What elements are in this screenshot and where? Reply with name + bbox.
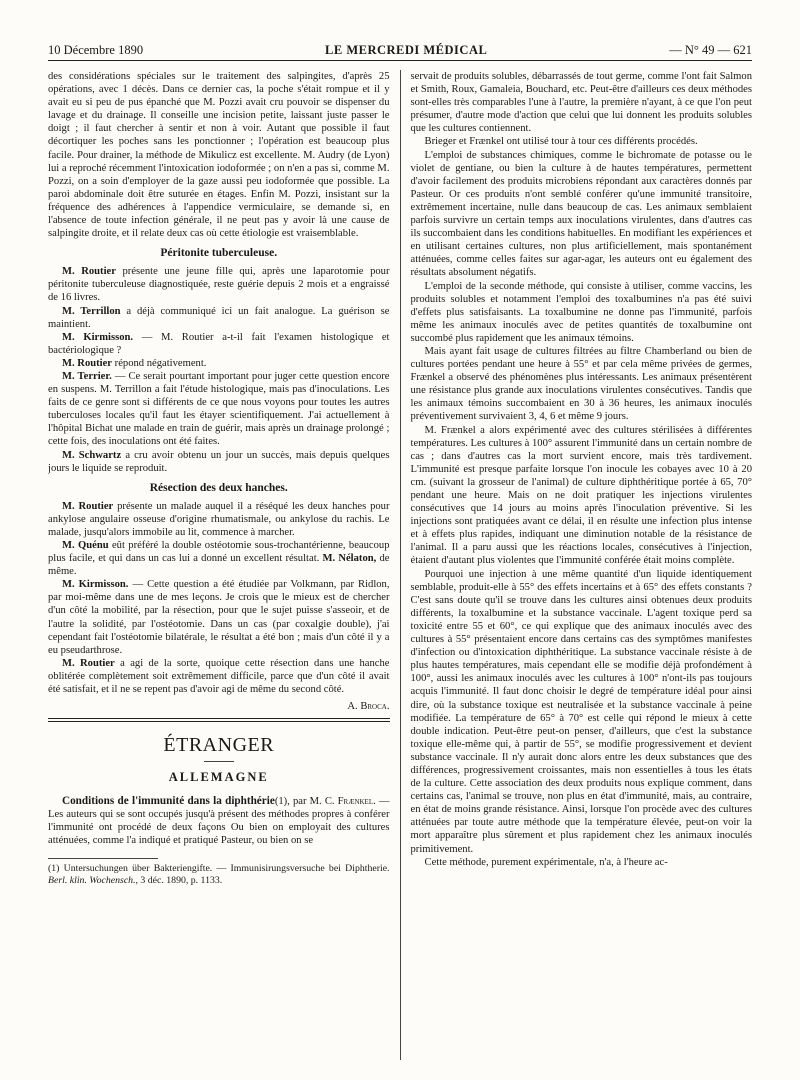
paragraph: M. Routier présente un malade auquel il a réséqué les deux hanches pour ankylose angulaire osseuse d'origine rhumatismale, ou ankylose du rachis. Le malade, jusqu'alors immobile au lit, commence à marcher. [48,500,390,538]
signature: A. Broca. [347,701,390,713]
speaker: M. Kirmisson. [62,331,134,343]
paragraph: M. Terrillon a déjà communiqué ici un fait analogue. La guérison se maintient. [48,305,390,330]
paragraph: des considérations spéciales sur le traitement des salpingites, d'après 25 opérations, avec 1 décès. Dans ce dernier cas, la poche s'était rompue et il y avait eu si peu de pus épanché que M. Pozzi avait cru pouvoir se dispenser du lavage et du drainage. Il conseille une incision petite, laissant juste passer le doigt ; il faut chercher à sentir et non à voir. Autant que possible il faut décortiquer les poches sans les ponctionner ; l'opération est beaucoup plus facile. Pour drainer, la méthode de Mikulicz est excellente. M. Audry (de Lyon) lui a reproché récemment l'intoxication iodoformée ; on n'en a pas si, comme M. Pozzi, on a soin d'employer de la gaze aussi peu iodoformée que possible. La paroi abdominale doit être suturée en étages. Enfin M. Pozzi, insistant sur la fréquence des adhérences à l'appendice vermiculaire, se demande si, en l'absence de toute infection générale, il ne peut pas y avoir là une cause de salpingite droite, et il relate deux cas où cette étiologie est vraisemblable. [48,71,390,240]
footnote-rule [48,858,158,859]
paragraph: L'emploi de la seconde méthode, qui consiste à utiliser, comme vaccins, les produits solubles et notamment l'emploi des toxalbumines n'a pas été suivi d'effets plus satisfaisants. La toxalbumine ne donne pas l'immunité, parfois même les animaux inoculés avec de petites quantités de toxalbumine ont succombé plus rapidement que les animaux témoins. [410,280,752,344]
text-columns [48,70,752,1060]
section-heading: Résection des deux hanches. [149,481,288,494]
speaker: M. Terrier. [62,370,112,382]
short-rule [204,761,234,762]
paragraph: M. Kirmisson. — M. Routier a-t-il fait l'examen histologique et bactériologique ? [48,331,390,356]
right-column [400,70,753,1060]
etranger-heading: ÉTRANGER [163,734,275,757]
paragraph: Cette méthode, purement expérimentale, n'a, à l'heure ac- [424,856,668,868]
speaker: M. Routier [62,266,116,278]
paragraph: M. Routier présente une jeune fille qui, après une laparotomie pour péritonite tuberculeuse diagnostiquée, reste guérie depuis 2 mois et a engraissé de 16 livres. [48,266,390,304]
page-number: — N° 49 — 621 [669,43,752,57]
left-column [48,70,400,1060]
page-header [48,38,752,61]
speaker: M. Kirmisson. [62,579,129,591]
paragraph: M. Routier répond négativement. [62,357,207,369]
paragraph: M. Routier a agi de la sorte, quoique cette résection dans une hanche oblitérée complètement soit extrêmement difficile, parce que d'un côté il avait été satisfait, et il ne se repent pas d'avoir agi de même du second côté. [48,657,390,696]
allemagne-heading: ALLEMAGNE [168,770,269,785]
paragraph: M. Quénu eût préféré la double ostéotomie sous-trochantérienne, beaucoup plus facile, et qui dans un cas lui a donné un excellent résultat. M. Nélaton, de même. [48,540,390,578]
speaker: M. Nélaton, [322,553,377,565]
paragraph: servait de produits solubles, débarrassés de tout germe, comme l'ont fait Salmon et Smith, Roux, Gamaleia, Bouchard, etc. Peut-être d'ailleurs ces deux méthodes sont-elles très comparables l'une à l'autre, la première n'ayant, à ce que l'on peut présumer, d'autre mode d'action que celui que lui donnent les produits solubles que les cultures contiennent. [410,71,752,135]
article-author: M. C. Frænkel. [309,796,376,808]
speaker: M. Terrillon [62,305,121,317]
paragraph: Mais ayant fait usage de cultures filtrées au filtre Chamberland ou bien de cultures portées pendant une heure à 55° et par cela même privées de germes, Frænkel a observé des phénomènes plus intéressants. Les animaux présentèrent une résistance plus grande aux inoculations virulentes consécutives. Tandis que les animaux témoins succombaient en 30 à 36 heures, les animaux inoculés préventivement survivaient 3, 4, 6 et même 9 jours. [410,345,752,423]
paragraph: Brieger et Frænkel ont utilisé tour à tour ces différents procédés. [424,136,698,148]
footnote-ref: (1), par [274,796,307,808]
paragraph: L'emploi de substances chimiques, comme le bichromate de potasse ou le violet de gentiane, ou bien la culture à de hautes températures, permettent d'avoir facilement des produits microbiens répondant aux caractères donnés par Pasteur. Or ces produits n'ont semblé conférer qu'une immunité transitoire, extrêmement incertaine, nulle dans beaucoup de cas. Les animaux semblaient parfois survivre un certain temps aux inoculations virulentes, dans d'autres cas ils succombaient dans les conditions habituelles. En modifiant les expériences et en utilisant certaines cultures, non plus artificiellement, mais spontanément atténuées, comme celles faites sur agar-agar, les auteurs ont eu également des résultats absolument négatifs. [410,149,752,279]
paragraph: M. Schwartz a cru avoir obtenu un jour un succès, mais depuis quelques jours le liquide se reproduit. [48,449,390,474]
article-paragraph: Conditions de l'immunité dans la diphthérie(1), par M. C. Frænkel. — Les auteurs qui se sont occupés jusqu'à présent des méthodes propres à conférer l'immunité ont procédé de deux façons Ou bien on employait des cultures atténuées, comme l'a indiqué et pratiqué Pasteur, ou bien on se [48,795,390,847]
footnote: (1) Untersuchungen über Bakteriengifte. — Immunisirungsversuche bei Diphtherie. Berl. klin. Wochensch., 3 déc. 1890, p. 1133. [48,862,390,886]
paragraph: M. Kirmisson. — Cette question a été étudiée par Volkmann, par Ridlon, par moi-même dans une de mes leçons. Je crois que le mieux est de chercher d'un côté la mobilité, par la résection, pour que le sujet puisse s'asseoir, et de l'autre la solidité, par l'ostéotomie. Dans un cas (par coxalgie double), j'ai cependant fait l'ostéotomie bilatérale, le résultat a été bon ; mais d'un côté il y a eu pseudarthrose. [48,579,390,656]
paragraph: Pourquoi une injection à une même quantité d'un liquide identiquement semblable, produit-elle à 55° des effets incertains et à 65° des effets constants ? C'est sans doute qu'il se trouve dans les cultures ainsi obtenues deux produits différents, la toxalbumine et la substance vaccinale. L'agent toxique perd sa toxicité entre 55 et 60°, ce qui explique que des animaux inoculés avec des cultures à 55° présentaient encore dans certains cas des symptômes manifestes d'infection ou d'intoxication diphthéritique. La substance vaccinale résiste à de plus hautes températures, mais cependant elle se modifie déjà profondément à 100°, aussi les animaux inoculés avec les cultures à 100° n'ont-ils pas toujours acquis l'immunité. Il faut donc choisir le degré de température idéal pour ainsi dire, où la substance toxique est neutralisée et la substance vaccinale à peine modifiée. La température de 65° à 70° est celle qui répond le mieux à cette double indication. Peut-être peut-on penser, d'ailleurs, que c'est la substance toxique elle-même qui, à partir de 55°, se modifie progressivement et devient substance vaccinale. Il n'y aurait donc alors entre les deux substances que des différences, progressivement croissantes, mais non essentielles à tous les états de la culture. Cette association des deux produits nous explique comment, dans certains cas, l'animal se trouve, non plus en état d'immunité, mais, au contraire, en état de moins grande résistance. Ainsi, lorsque l'on procède avec des cultures atténuées par toute autre méthode que la température élevée, peut-on voir la mort apparaître plus sûrement et plus rapidement chez les animaux inoculés primitivement. [410,568,752,855]
section-heading: Péritonite tuberculeuse. [160,247,278,260]
speaker: M. Routier [62,657,115,669]
issue-date: 10 Décembre 1890 [48,43,144,57]
paragraph: M. Frænkel a alors expérimenté avec des cultures stérilisées à différentes températures. Les cultures à 100° assurent l'immunité dans un certain nombre de cas ; dans d'autres cas la mort survient encore, mais très tardivement. L'immunité est presque parfaite lorsque l'on inocule les cobayes avec 10 à 20 cm. (suivant la grosseur de l'animal) de culture diphthéritique portée à 65, 70° pendant une heure. Mais on ne doit pratiquer les injections virulentes consécutives que 14 jours au moins après l'inoculation préventive. Si les injections sont pratiquées avant ce délai, il en résulte une infection plus intense et à effets plus rapides, indiquant une diminution notable de la résistance de l'animal. Il a paru aussi que les réactions locales, consécutives à l'injection, étaient d'autant plus violentes que l'immunité conférée était moins complète. [410,424,752,567]
speaker: M. Routier [62,500,114,512]
speaker: M. Routier [62,357,113,369]
double-rule [48,718,390,722]
paragraph: M. Terrier. — Ce serait pourtant important pour juger cette question encore en suspens. M. Terrillon a fait l'étude histologique, mais pas d'inoculations. Les faits de ce genre sont si différents de ce que nous voyons pour toutes les autres tuberculoses locales qu'il faut les étayer scientifiquement. J'ai actuellement à l'hôpital Bichat une malade en train de guérir, mais après un drainage prolongé ; cette fois, des inoculations ont été faites. [48,370,390,448]
speaker: M. Quénu [62,540,109,551]
journal-title: LE MERCREDI MÉDICAL [325,43,488,57]
speaker: M. Schwartz [62,449,122,461]
article-title: Conditions de l'immunité dans la diphthérie [62,795,275,808]
